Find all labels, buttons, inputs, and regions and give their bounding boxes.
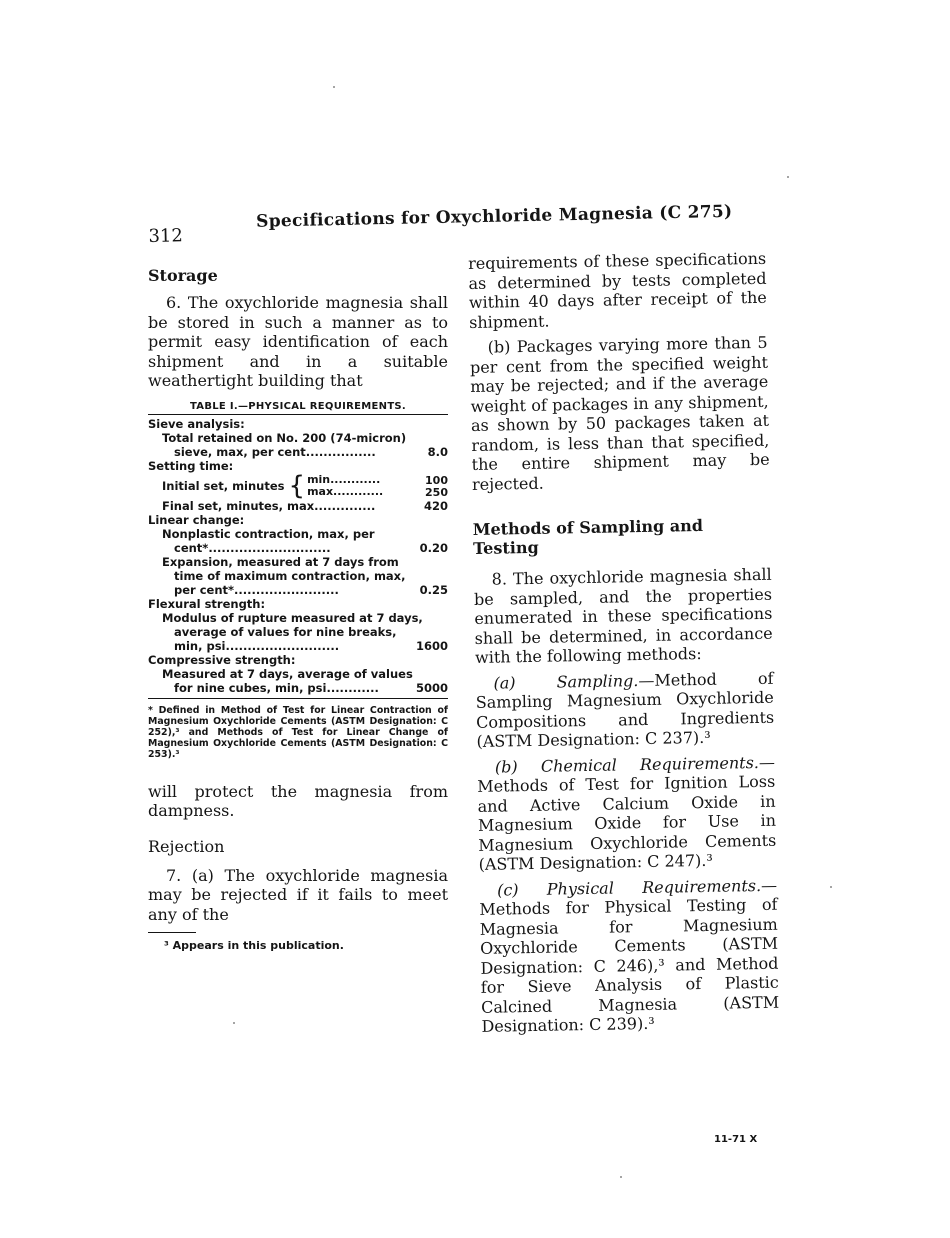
physical-paragraph: [479, 875, 780, 1036]
physical-requirements-table: [148, 414, 448, 699]
table-group-heading: Setting time:: [148, 458, 234, 473]
table-row-label: Final set, minutes, max..............: [162, 498, 376, 513]
footnote-rule: [148, 932, 196, 933]
min-max-values: [414, 475, 448, 499]
min-value: 100: [425, 473, 448, 487]
table-row-text: Nonplastic contraction, max, per: [162, 526, 375, 541]
table-row-text: Measured at 7 days, average of values: [162, 666, 413, 681]
table-row-label: for nine cubes, min, psi............: [174, 680, 379, 695]
sampling-text: —Method of Sampling Magnesium Oxychloride Compositions and Ingredients (ASTM Designation: C 237).³: [475, 668, 775, 751]
table-group-heading: Flexural strength:: [148, 596, 266, 611]
table-row-text: Total retained on No. 200 (74-micron): [162, 430, 407, 445]
packages-paragraph: (b) Packages varying more than 5 per cent from the specified weight may be rejected; and if the average weight of packages in any shipment, as shown by 50 packages taken at random, is less than that specified, the entire shipment may be rejected.: [469, 332, 770, 494]
min-label: min............: [307, 472, 381, 486]
scan-speck: [787, 176, 789, 178]
sampling-lead: (a) Sampling.: [493, 670, 639, 693]
table-row-value: 0.25: [419, 582, 448, 597]
table-row-initial-set: [148, 470, 448, 501]
physical-lead: (c) Physical Requirements.: [496, 875, 762, 900]
table-row-label: [162, 470, 414, 501]
min-max-labels: [307, 474, 383, 498]
table-row: [148, 445, 448, 459]
left-column: [148, 262, 448, 952]
max-value: 250: [425, 485, 448, 499]
continued-paragraph: requirements of these specifications as determined by tests completed within 40 days after receipt of the shipment.: [468, 248, 767, 332]
page-footnote: ³ Appears in this publication.: [164, 939, 344, 952]
table-row: [148, 583, 448, 597]
methods-paragraph: 8. The oxychloride magnesia shall be sampled, and the properties enumerated in these specifications shall be determined, in accordance with the following methods:: [473, 564, 773, 667]
max-label: max............: [307, 484, 384, 498]
brace-glyph: {: [288, 470, 306, 501]
methods-heading: Methods of Sampling and Testing: [472, 515, 704, 558]
physical-text: —Methods for Physical Testing of Magnesia for Magnesium Oxychloride Cements (ASTM Designation: C 246),³ and Method for Sieve Analysis of Plastic Calcined Magnesia (ASTM Designation: C 239).³: [479, 875, 780, 1036]
chemical-paragraph: [477, 752, 777, 874]
table-row-value: 0.20: [419, 540, 448, 555]
table-row-label: min, psi..........................: [174, 638, 340, 653]
scan-speck: [830, 886, 832, 888]
table-group-heading: Linear change:: [148, 512, 245, 527]
footer-code: 11-71 X: [714, 1134, 758, 1145]
table-caption: TABLE I.—PHYSICAL REQUIREMENTS.: [189, 400, 407, 412]
table-row-value: 1600: [415, 638, 448, 653]
sampling-paragraph: [475, 668, 774, 751]
table-row-text: time of maximum contraction, max,: [174, 568, 406, 583]
scan-speck: [333, 86, 335, 88]
table-row: [148, 499, 448, 513]
rejection-heading: Rejection: [148, 836, 225, 856]
table-row-label: cent*............................: [174, 540, 331, 555]
table-row-value: 8.0: [427, 444, 448, 459]
scan-speck: [233, 1022, 235, 1024]
table-row-label: sieve, max, per cent................: [174, 444, 376, 459]
table-row: [148, 541, 448, 555]
page-title: Specifications for Oxychloride Magnesia (C 275): [255, 201, 733, 232]
storage-heading: Storage: [148, 266, 218, 285]
table-row-label: per cent*........................: [174, 582, 339, 597]
table-row-text: average of values for nine breaks,: [174, 624, 397, 639]
initial-set-label: Initial set, minutes: [162, 478, 285, 493]
table-group-heading: Sieve analysis:: [148, 416, 245, 431]
table-row-text: Modulus of rupture measured at 7 days,: [162, 610, 423, 625]
table-row-value: 420: [423, 498, 448, 513]
page-number: 312: [148, 225, 184, 247]
protect-paragraph: will protect the magnesia from dampness.: [148, 781, 448, 820]
right-column: [468, 249, 780, 1037]
table-row-value: 5000: [415, 680, 448, 695]
table-group-heading: Compressive strength:: [148, 652, 296, 667]
chemical-lead: (b) Chemical Requirements.: [494, 752, 760, 777]
table-row-text: Expansion, measured at 7 days from: [162, 554, 399, 569]
table-footnote: * Defined in Method of Test for Linear Contraction of Magnesium Oxychloride Cements (ASTM Designation: C 252),³ and Methods of Test for Linear Change of Magnesium Oxychloride Cements (ASTM Designation: C 253).³: [148, 704, 448, 760]
table-row: [148, 639, 448, 653]
chemical-text: —Methods of Test for Ignition Loss and Active Calcium Oxide in Magnesium Oxide for Use in Magnesium Oxychloride Cements (ASTM Designation: C 247).³: [477, 752, 777, 874]
storage-paragraph: 6. The oxychloride magnesia shall be stored in such a manner as to permit easy identification of each shipment and in a suitable weathertight building that: [148, 293, 448, 390]
running-head: [148, 201, 768, 247]
table-row: [148, 681, 448, 695]
scan-speck: [620, 1176, 622, 1178]
rejection-paragraph: 7. (a) The oxychloride magnesia may be rejected if it fails to meet any of the: [148, 865, 448, 924]
